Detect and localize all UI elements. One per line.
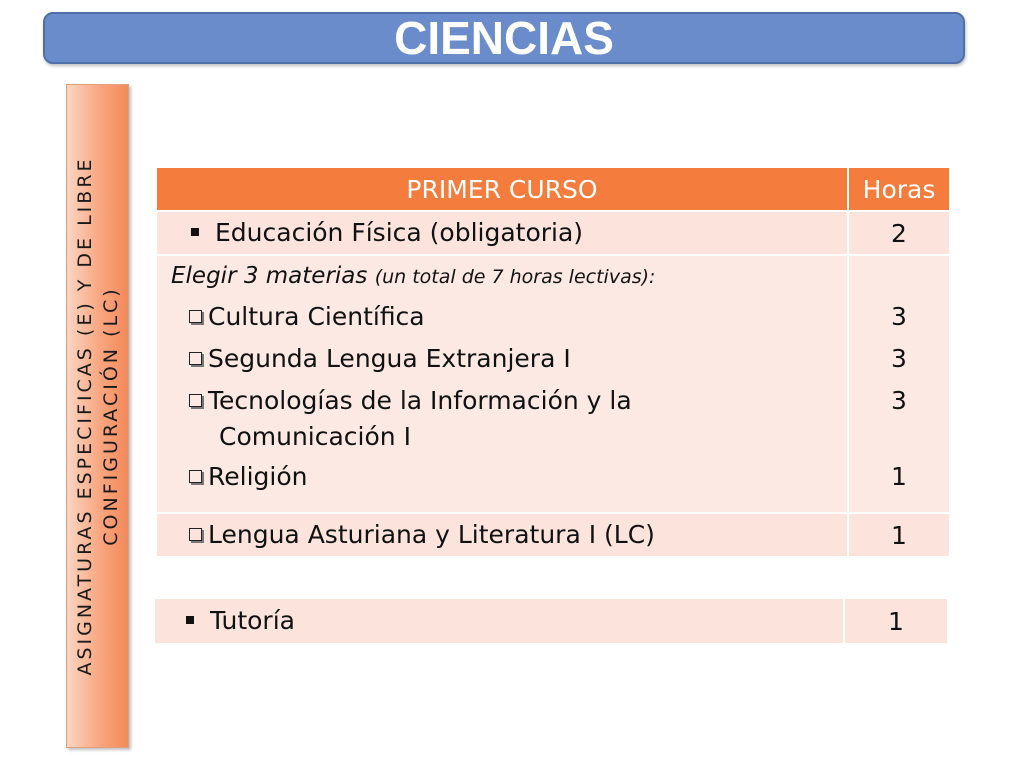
- bullet-icon: [191, 228, 199, 236]
- ef-hours: 2: [848, 211, 950, 255]
- tutoria-item: [156, 601, 842, 641]
- option-label: Religión: [208, 462, 308, 491]
- subjects-table: [155, 166, 951, 558]
- side-label-line2: CONFIGURACIÓN (LC): [99, 286, 122, 546]
- asturiana-item: [157, 514, 847, 556]
- table-row: [156, 513, 950, 557]
- bullet-icon: [186, 616, 194, 624]
- elegir-text: [157, 256, 847, 296]
- asturiana-hours: 1: [848, 513, 950, 557]
- option-hours: 3: [891, 302, 907, 331]
- table-row: [154, 598, 948, 644]
- checkbox-icon: [189, 528, 202, 541]
- option-item: [157, 338, 847, 380]
- option-item: [157, 456, 847, 498]
- option-hours: 1: [891, 462, 907, 491]
- option-label-cont: Comunicación I: [219, 422, 411, 451]
- asturiana-label: Lengua Asturiana y Literatura I (LC): [208, 520, 655, 549]
- tutoria-table: [153, 597, 949, 645]
- table-row: [156, 211, 950, 255]
- page-title: CIENCIAS: [394, 12, 614, 64]
- elegir-main: Elegir 3 materias: [171, 263, 368, 289]
- checkbox-icon: [189, 470, 202, 483]
- tutoria-hours: 1: [844, 598, 948, 644]
- header-horas: Horas: [848, 167, 950, 211]
- option-item: [157, 296, 847, 338]
- header-primer-curso: PRIMER CURSO: [156, 167, 848, 211]
- side-label-line1: ASIGNATURAS ESPECIFICAS (E) Y DE LIBRE: [73, 156, 96, 676]
- elegir-note: (un total de 7 horas lectivas):: [374, 266, 656, 288]
- ef-item: [157, 212, 847, 254]
- checkbox-icon: [189, 394, 202, 407]
- option-hours: 3: [891, 386, 907, 415]
- title-banner: [43, 12, 965, 64]
- option-hours: 3: [891, 344, 907, 373]
- table-row: [156, 255, 950, 513]
- option-label: Cultura Científica: [208, 302, 425, 331]
- side-label: [72, 96, 124, 736]
- option-label: Tecnologías de la Información y la: [208, 386, 632, 415]
- checkbox-icon: [189, 310, 202, 323]
- ef-label: Educación Física (obligatoria): [215, 218, 584, 247]
- option-item: [157, 380, 847, 422]
- checkbox-icon: [189, 352, 202, 365]
- tutoria-label: Tutoría: [210, 606, 295, 635]
- option-label: Segunda Lengua Extranjera I: [208, 344, 571, 373]
- side-label-panel: [66, 84, 129, 748]
